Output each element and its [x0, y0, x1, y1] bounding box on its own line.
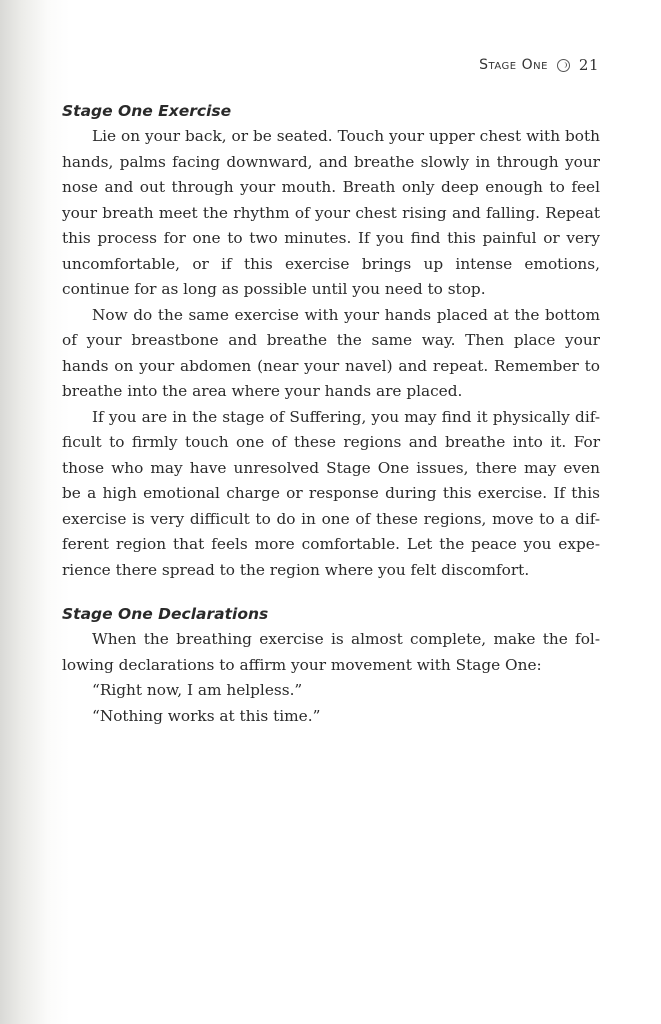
exercise-paragraph: Now do the same exercise with your hands placed at the bottom of your breastbone and breathe the same way. Then place your hands on your abdomen (near your navel) and repeat. Remember to breathe into the area where your hands are placed.: [62, 305, 600, 400]
declaration-quote: “Nothing works at this time.”: [92, 706, 321, 725]
exercise-paragraph: If you are in the stage of Suffering, you may find it physically dif-ficult to firmly touch one of these regions and breathe into it. For those who may have unresolved Stage One issues, there may even be a high emotional charge or response during this exercise. If this exercise is very difficult to do in one of these regions, move to a dif-ferent region that feels more comfortable. Let the peace you expe-rience there spread to the region where you felt discomfort.: [62, 407, 600, 579]
stage-spiral-icon: [557, 59, 570, 72]
running-head-title: Stage One: [479, 57, 548, 73]
exercise-heading: Stage One Exercise: [62, 102, 232, 120]
declarations-section: [62, 601, 600, 729]
declarations-paragraph: When the breathing exercise is almost complete, make the fol-lowing declarations to affirm your movement with Stage One:: [62, 630, 600, 674]
declaration-quote: “Right now, I am helpless.”: [92, 681, 303, 699]
running-head: [479, 56, 599, 74]
page-content: [62, 98, 600, 729]
page-number: 21: [578, 56, 599, 74]
exercise-paragraph: Lie on your back, or be seated. Touch your upper chest with both hands, palms facing downward, and breathe slowly in through your nose and out through your mouth. Breath only deep enough to feel your breath meet the rhythm of your chest rising and falling. Repeat this process for one to two minutes. If you find this painful or very uncomfortable, or if this exercise brings up intense emotions, continue for as long as possible until you need to stop.: [62, 127, 600, 298]
exercise-section: [62, 98, 600, 583]
declarations-heading: Stage One Declarations: [62, 605, 269, 623]
